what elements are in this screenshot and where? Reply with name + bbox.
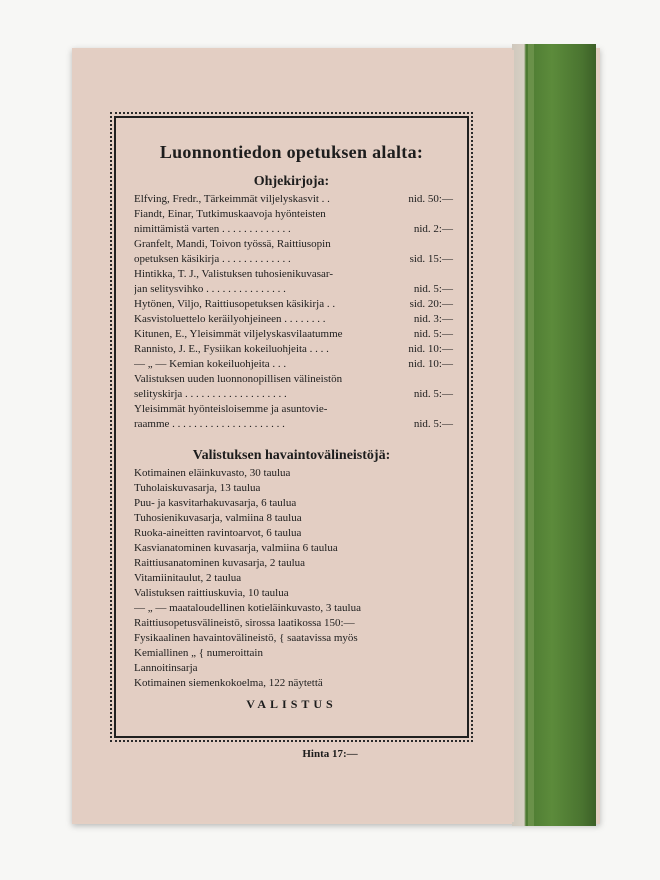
list-item: Lannoitinsarja <box>134 662 198 674</box>
list-item: Kasvistoluettelo keräilyohjeineen . . . . . . . . nid. 3:— <box>134 313 453 325</box>
list-item: Elfving, Fredr., Tärkeimmät viljelyskasvit . . nid. 50:— <box>134 193 453 205</box>
list-item: Hytönen, Viljo, Raittiusopetuksen käsikirja . . sid. 20:— <box>134 298 453 310</box>
list-item: Raittiusanatominen kuvasarja, 2 taulua <box>134 557 306 569</box>
list-item: Tuholaiskuvasarja, 13 taulua <box>134 482 261 494</box>
list-item: Hintikka, T. J., Valistuksen tuhosienikuvasar- <box>134 268 333 280</box>
section-title-havaintovalineistoja: Valistuksen havaintovälineistöjä: <box>192 448 391 463</box>
havaintovalineistoja-list <box>134 466 453 691</box>
frame-content <box>120 122 463 732</box>
list-item: Yleisimmät hyönteisloisemme ja asuntovie- <box>134 403 328 415</box>
list-item: raamme . . . . . . . . . . . . . . . . . . . . . nid. 5:— <box>134 418 453 430</box>
list-item: selityskirja . . . . . . . . . . . . . . . . . . . nid. 5:— <box>134 388 453 400</box>
list-item: — „ — Kemian kokeiluohjeita . . . nid. 10:— <box>134 358 453 370</box>
list-item: Fiandt, Einar, Tutkimuskaavoja hyönteisten <box>134 208 326 220</box>
list-item: jan selitysvihko . . . . . . . . . . . . . . . nid. 5:— <box>134 283 453 295</box>
list-item: Tuhosienikuvasarja, valmiina 8 taulua <box>134 512 302 524</box>
list-item: Kotimainen eläinkuvasto, 30 taulua <box>134 467 291 479</box>
list-item: Vitamiinitaulut, 2 taulua <box>134 572 242 584</box>
list-item: Rannisto, J. E., Fysiikan kokeiluohjeita . . . . nid. 10:— <box>134 343 453 355</box>
list-item: Valistuksen uuden luonnonopillisen välineistön <box>134 373 343 385</box>
list-item: Fysikaalinen havaintovälineistö, { saatavissa myös <box>134 632 358 644</box>
list-item: Kitunen, E., Yleisimmät viljelyskasvilaatumme nid. 5:— <box>134 328 453 340</box>
list-item: nimittämistä varten . . . . . . . . . . . . . nid. 2:— <box>134 223 453 235</box>
list-item: Ruoka-aineitten ravintoarvot, 6 taulua <box>134 527 302 539</box>
decorative-border-frame <box>114 116 469 738</box>
list-item: — „ — maataloudellinen kotieläinkuvasto, 3 taulua <box>134 602 361 614</box>
list-item: Valistuksen raittiuskuvia, 10 taulua <box>134 587 289 599</box>
price-label: Hinta 17:— <box>302 748 358 760</box>
ohjekirjoja-list <box>134 192 453 432</box>
book-spine <box>512 44 596 826</box>
list-item: Kemiallinen „ { numeroittain <box>134 647 263 659</box>
cover-title: Luonnontiedon opetuksen alalta: <box>159 142 424 162</box>
list-item: Puu- ja kasvitarhakuvasarja, 6 taulua <box>134 497 297 509</box>
spine-edge <box>528 44 534 826</box>
list-item: Granfelt, Mandi, Toivon työssä, Raittiusopin <box>134 238 331 250</box>
list-item: opetuksen käsikirja . . . . . . . . . . . . . sid. 15:— <box>134 253 453 265</box>
publisher-name: VALISTUS <box>246 697 337 711</box>
list-item: Kasvianatominen kuvasarja, valmiina 6 taulua <box>134 542 338 554</box>
section-title-ohjekirjoja: Ohjekirjoja: <box>253 174 330 189</box>
list-item: Kotimainen siemenkokoelma, 122 näytettä <box>134 677 323 689</box>
list-item: Raittiusopetusvälineistö, sirossa laatikossa 150:— <box>134 617 355 629</box>
